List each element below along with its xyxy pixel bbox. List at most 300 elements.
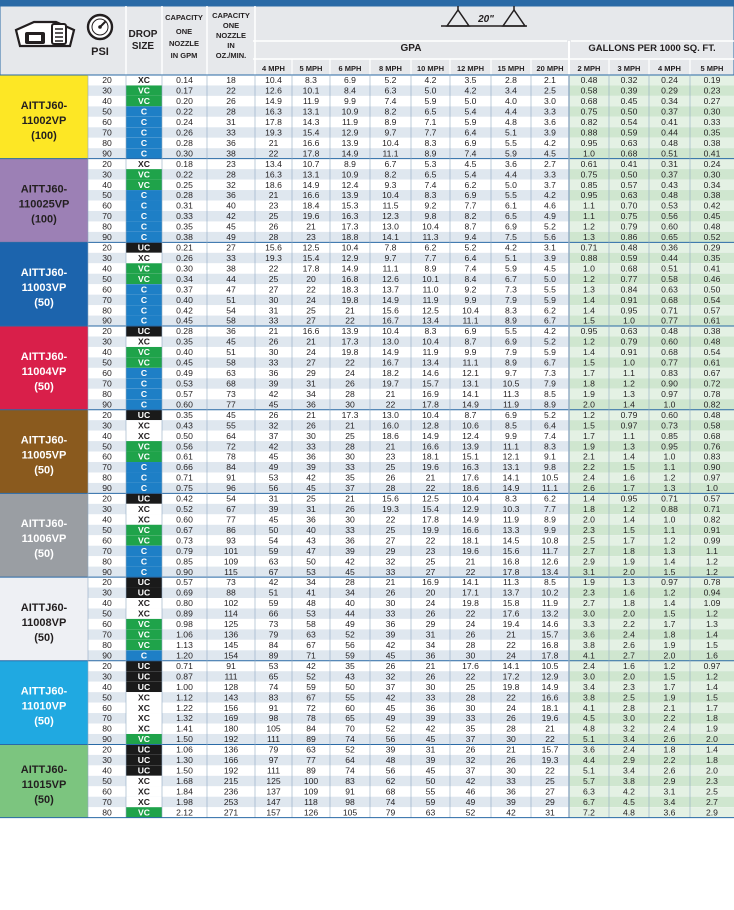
drop-size-cell: UC [137, 744, 151, 755]
table-cell: 6.9 [344, 75, 356, 86]
drop-size-cell: XC [138, 692, 150, 703]
table-cell: 50 [102, 441, 112, 452]
table-cell: 60 [102, 284, 112, 295]
table-cell: 35 [345, 660, 355, 671]
drop-size-cell: XC [138, 75, 150, 86]
table-cell: 8.3 [424, 190, 437, 201]
table-cell: 15.7 [422, 378, 439, 389]
table-cell: 1.84 [176, 786, 193, 797]
table-cell: 39 [385, 744, 396, 755]
table-cell: 17.3 [341, 221, 359, 232]
table-cell: 33 [465, 713, 476, 724]
table-cell: 1.6 [623, 587, 635, 598]
table-cell: 98 [345, 796, 355, 807]
table-cell: 1.9 [623, 556, 635, 567]
table-cell: 11.1 [382, 148, 399, 159]
table-cell: 54 [226, 305, 236, 316]
table-cell: 31 [425, 744, 436, 755]
table-cell: 1.5 [623, 524, 635, 535]
table-cell: 8.9 [544, 514, 556, 525]
table-cell: 1.8 [706, 755, 718, 766]
table-cell: 21 [506, 744, 516, 755]
table-cell: 1.12 [176, 692, 193, 703]
table-cell: 56 [385, 734, 396, 745]
table-cell: 8.2 [384, 106, 397, 117]
drop-size-cell: XC [138, 420, 150, 431]
drop-size-cell: XC [138, 786, 150, 797]
table-cell: 14.9 [502, 483, 520, 494]
table-cell: 7.4 [424, 179, 437, 190]
table-cell: 6.9 [505, 221, 517, 232]
table-cell: 114 [224, 608, 238, 619]
table-cell: 26 [506, 713, 516, 724]
table-cell: 1.00 [176, 681, 193, 692]
table-cell: 8.4 [344, 85, 356, 96]
table-cell: 0.61 [703, 315, 721, 326]
table-cell: 2.0 [706, 765, 718, 776]
table-cell: 2.7 [583, 545, 595, 556]
table-cell: 22 [506, 640, 516, 650]
table-cell: 0.89 [176, 608, 193, 619]
table-cell: 40 [102, 681, 112, 692]
table-cell: 0.58 [580, 85, 598, 96]
table-cell: 1.3 [623, 441, 635, 452]
table-cell: 36 [226, 326, 236, 337]
table-cell: 5.4 [464, 106, 477, 117]
table-cell: 5.1 [583, 765, 595, 776]
table-cell: 102 [223, 598, 239, 609]
table-cell: 4.2 [544, 137, 556, 148]
table-cell: 136 [223, 629, 239, 640]
table-cell: 16.0 [382, 420, 399, 431]
table-cell: 41 [306, 587, 316, 598]
table-cell: 0.97 [703, 472, 721, 483]
drop-size-cell: VC [138, 734, 150, 745]
table-cell: 91 [226, 472, 236, 483]
table-cell: 1.9 [583, 577, 595, 588]
table-cell: 2.0 [706, 734, 718, 745]
table-cell: 12.9 [341, 252, 359, 263]
table-cell: 14.3 [302, 117, 320, 127]
table-cell: 30 [345, 451, 355, 462]
table-cell: 2.0 [583, 514, 595, 525]
table-cell: 7.5 [505, 232, 517, 243]
table-cell: 11.1 [382, 263, 399, 274]
table-cell: 6.5 [424, 169, 437, 180]
table-cell: 45 [385, 702, 396, 713]
table-cell: 6.9 [464, 137, 477, 148]
table-cell: 51 [226, 294, 236, 305]
table-cell: 18.2 [382, 368, 399, 379]
table-cell: 8.9 [424, 148, 437, 159]
table-cell: 1.4 [623, 399, 635, 410]
table-cell: 30 [102, 420, 112, 431]
speed-header-12-mph: 12 MPH [456, 64, 485, 73]
nozzle-model-label: 11003VP [21, 282, 67, 295]
table-cell: 0.45 [703, 211, 721, 222]
capacity-oz-header-line1: CAPACITY [212, 11, 250, 20]
table-cell: 36 [425, 650, 436, 661]
table-cell: 0.30 [176, 148, 193, 159]
table-cell: 1.5 [583, 357, 595, 368]
table-cell: 26 [506, 755, 516, 766]
table-cell: 40 [102, 765, 112, 776]
table-cell: 0.79 [176, 545, 193, 556]
table-cell: 2.6 [583, 483, 595, 494]
table-cell: 50 [345, 681, 355, 692]
table-cell: 0.61 [580, 158, 598, 169]
table-cell: 2.6 [623, 640, 635, 650]
table-cell: 30 [506, 765, 516, 776]
table-cell: 1.0 [623, 315, 635, 326]
nozzle-model-label: AITTJ60- [20, 350, 68, 363]
table-cell: 20 [102, 577, 112, 588]
table-cell: 0.63 [620, 326, 638, 337]
table-cell: 73 [268, 619, 279, 630]
table-cell: 0.71 [580, 242, 598, 253]
table-cell: 1.8 [623, 598, 635, 609]
table-cell: 166 [223, 755, 239, 766]
table-cell: 0.35 [176, 221, 193, 232]
table-cell: 1.8 [623, 545, 635, 556]
table-cell: 0.75 [580, 169, 598, 180]
table-cell: 45 [268, 399, 279, 410]
table-cell: 45 [226, 336, 236, 347]
table-cell: 14.9 [341, 148, 359, 159]
table-cell: 0.50 [703, 284, 721, 295]
table-cell: 0.82 [580, 117, 598, 127]
table-cell: 6.4 [464, 252, 477, 263]
table-cell: 7.1 [424, 117, 437, 127]
table-cell: 2.9 [583, 556, 595, 567]
table-cell: 1.0 [663, 399, 676, 410]
table-cell: 30 [385, 598, 396, 609]
nozzle-model-label: (100) [31, 213, 57, 226]
table-cell: 3.8 [583, 640, 595, 650]
table-cell: 22 [465, 566, 476, 577]
table-cell: 0.41 [620, 158, 638, 169]
table-cell: 21 [345, 493, 355, 504]
table-cell: 137 [266, 786, 281, 797]
table-cell: 0.80 [176, 598, 193, 609]
table-cell: 73 [226, 388, 236, 399]
table-cell: 24 [306, 294, 316, 305]
table-cell: 32 [268, 420, 279, 431]
table-cell: 0.63 [661, 284, 678, 295]
table-cell: 0.59 [620, 127, 638, 138]
table-cell: 12.9 [341, 127, 359, 138]
table-cell: 42 [268, 577, 279, 588]
table-cell: 52 [306, 671, 316, 682]
table-cell: 49 [385, 713, 396, 724]
table-cell: 52 [345, 744, 355, 755]
table-cell: 1.7 [623, 483, 635, 494]
drop-size-cell: C [140, 483, 148, 494]
table-cell: 0.23 [703, 85, 721, 96]
table-cell: 21 [425, 660, 436, 671]
table-cell: 38 [226, 148, 236, 159]
table-cell: 3.2 [623, 723, 635, 734]
table-cell: 10.4 [265, 75, 282, 86]
table-cell: 0.33 [176, 211, 193, 222]
table-cell: 14.9 [302, 179, 320, 190]
table-cell: 9.7 [384, 252, 397, 263]
table-cell: 0.49 [176, 368, 193, 379]
table-cell: 3.9 [544, 252, 556, 263]
table-cell: 12.8 [422, 420, 439, 431]
table-cell: 1.3 [583, 232, 595, 243]
table-cell: 47 [226, 284, 236, 295]
table-cell: 1.2 [583, 409, 595, 420]
table-cell: 1.50 [176, 765, 193, 776]
table-cell: 13.9 [341, 190, 359, 201]
table-cell: 74 [268, 681, 279, 692]
drop-size-cell: C [140, 305, 148, 316]
table-cell: 1.5 [583, 315, 595, 326]
table-cell: 33 [345, 524, 355, 535]
table-cell: 0.30 [703, 106, 721, 117]
table-cell: 0.14 [176, 75, 193, 86]
table-cell: 90 [102, 315, 112, 326]
table-cell: 0.50 [620, 169, 638, 180]
table-cell: 0.95 [620, 305, 638, 316]
table-cell: 0.38 [176, 232, 193, 243]
drop-size-cell: UC [137, 765, 151, 776]
table-cell: 28 [385, 483, 396, 494]
table-cell: 26 [385, 660, 396, 671]
table-cell: 25 [425, 556, 436, 567]
table-cell: 0.31 [661, 158, 678, 169]
table-cell: 42 [465, 775, 476, 786]
table-cell: 36 [506, 786, 516, 797]
table-cell: 74 [385, 796, 396, 807]
drop-size-cell: XC [138, 430, 150, 441]
table-cell: 13.9 [462, 441, 479, 452]
table-cell: 17.6 [502, 608, 520, 619]
table-cell: 6.5 [505, 211, 517, 222]
drop-size-cell: VC [138, 263, 150, 274]
table-cell: 1.68 [176, 775, 193, 786]
table-cell: 0.90 [176, 566, 193, 577]
table-cell: 19.7 [382, 378, 399, 389]
table-cell: 27 [226, 242, 236, 253]
table-cell: 1.2 [583, 221, 595, 232]
table-cell: 64 [345, 755, 355, 766]
table-cell: 5.5 [505, 137, 517, 148]
table-cell: 0.25 [176, 179, 193, 190]
table-cell: 115 [224, 566, 238, 577]
table-cell: 15.4 [422, 504, 439, 515]
table-cell: 9.3 [384, 179, 397, 190]
table-cell: 37 [268, 430, 279, 441]
table-cell: 39 [306, 462, 316, 473]
table-cell: 17.3 [341, 409, 359, 420]
table-cell: 51 [226, 347, 236, 358]
drop-size-cell: UC [137, 242, 151, 253]
table-cell: 40 [102, 430, 112, 441]
table-cell: 1.7 [583, 368, 595, 379]
table-cell: 36 [306, 399, 316, 410]
table-cell: 215 [223, 775, 239, 786]
table-cell: 31 [306, 504, 316, 515]
table-cell: 45 [226, 409, 236, 420]
table-cell: 8.3 [505, 493, 517, 504]
table-cell: 4.2 [505, 242, 517, 253]
table-cell: 4.4 [505, 169, 517, 180]
table-cell: 13.9 [341, 137, 359, 148]
table-cell: 32 [465, 755, 476, 766]
table-cell: 154 [223, 650, 239, 661]
table-cell: 50 [102, 524, 112, 535]
table-cell: 70 [102, 378, 112, 389]
table-cell: 0.83 [661, 368, 678, 379]
table-cell: 3.0 [583, 671, 595, 682]
table-cell: 14.9 [341, 263, 359, 274]
table-cell: 2.2 [623, 619, 635, 630]
capacity-gpm-header-line4: IN GPM [170, 51, 198, 60]
table-cell: 17.2 [502, 671, 520, 682]
table-cell: 0.95 [661, 441, 678, 452]
table-cell: 1.09 [703, 598, 721, 609]
table-cell: 1.2 [706, 556, 718, 567]
table-cell: 1.2 [623, 504, 635, 515]
table-cell: 2.1 [583, 451, 595, 462]
table-cell: 33 [425, 692, 436, 703]
table-cell: 0.61 [703, 357, 721, 368]
table-cell: 80 [102, 640, 112, 650]
table-cell: 10.4 [462, 305, 479, 316]
table-cell: 9.9 [464, 347, 477, 358]
table-cell: 16.8 [502, 556, 520, 567]
table-cell: 0.50 [176, 430, 193, 441]
table-cell: 0.32 [620, 75, 638, 86]
table-cell: 42 [226, 211, 236, 222]
table-cell: 29 [425, 619, 436, 630]
table-cell: 2.5 [623, 692, 635, 703]
table-cell: 0.24 [661, 75, 678, 86]
table-cell: 16.7 [382, 357, 399, 368]
table-cell: 26 [465, 744, 476, 755]
table-cell: 33 [506, 775, 516, 786]
table-cell: 91 [226, 660, 236, 671]
nozzle-model-label: AITTJ60- [20, 764, 68, 777]
table-cell: 1.6 [623, 660, 635, 671]
table-cell: 48 [306, 598, 316, 609]
capacity-oz-header-line2: ONE [222, 21, 240, 30]
table-cell: 65 [345, 713, 355, 724]
table-cell: 0.90 [703, 462, 721, 473]
table-cell: 2.8 [505, 75, 517, 86]
table-cell: 3.4 [663, 796, 676, 807]
speed-header-20-mph: 20 MPH [536, 64, 564, 73]
table-cell: 2.5 [544, 85, 556, 96]
table-cell: 0.95 [580, 326, 598, 337]
table-cell: 0.45 [176, 315, 193, 326]
table-cell: 3.1 [544, 242, 556, 253]
table-cell: 25 [345, 430, 355, 441]
table-cell: 10.4 [422, 409, 439, 420]
table-cell: 21 [306, 221, 316, 232]
table-cell: 6.9 [505, 409, 517, 420]
table-cell: 0.48 [661, 326, 678, 337]
table-cell: 0.29 [661, 85, 678, 96]
table-cell: 12.4 [462, 430, 479, 441]
table-cell: 8.3 [544, 441, 556, 452]
drop-size-cell: C [140, 472, 148, 483]
table-cell: 8.3 [305, 75, 317, 86]
table-cell: 0.87 [176, 671, 193, 682]
table-cell: 1.0 [583, 148, 595, 159]
table-cell: 1.1 [663, 524, 676, 535]
table-cell: 58 [306, 619, 316, 630]
table-cell: 4.2 [623, 786, 635, 797]
table-cell: 9.9 [344, 96, 356, 107]
table-cell: 53 [268, 660, 279, 671]
table-cell: 0.26 [176, 252, 193, 263]
table-cell: 2.3 [623, 681, 635, 692]
table-cell: 33 [345, 462, 355, 473]
table-cell: 10.5 [502, 378, 520, 389]
drop-size-cell: C [140, 117, 148, 127]
table-cell: 0.73 [661, 420, 678, 431]
table-cell: 145 [223, 640, 239, 650]
table-cell: 253 [223, 796, 239, 807]
table-cell: 45 [268, 451, 279, 462]
table-cell: 17.1 [462, 587, 479, 598]
table-cell: 60 [345, 702, 355, 713]
table-cell: 21 [345, 420, 355, 431]
table-cell: 39 [425, 755, 436, 766]
table-cell: 0.71 [176, 660, 193, 671]
table-cell: 6.3 [583, 786, 595, 797]
table-cell: 1.4 [706, 629, 718, 640]
drop-size-cell: VC [138, 807, 150, 818]
table-cell: 5.9 [544, 294, 556, 305]
capacity-oz-header-line3: NOZZLE [216, 31, 246, 40]
table-cell: 7.2 [583, 807, 595, 818]
table-cell: 0.54 [703, 347, 721, 358]
table-cell: 0.28 [176, 190, 193, 201]
table-cell: 4.6 [544, 200, 556, 211]
drop-size-cell: C [140, 294, 148, 305]
table-cell: 24 [425, 598, 436, 609]
table-cell: 0.40 [176, 347, 193, 358]
table-cell: 45 [385, 650, 396, 661]
table-cell: 8.9 [505, 315, 517, 326]
table-cell: 0.53 [661, 200, 678, 211]
table-cell: 93 [226, 535, 236, 546]
table-cell: 42 [506, 807, 516, 818]
table-cell: 90 [102, 566, 112, 577]
table-cell: 12.6 [541, 556, 559, 567]
table-cell: 42 [345, 556, 355, 567]
psi-header: PSI [91, 46, 109, 58]
table-cell: 2.4 [623, 744, 635, 755]
table-cell: 6.1 [505, 200, 517, 211]
drop-size-header-line2: SIZE [131, 41, 155, 52]
table-cell: 5.9 [424, 96, 437, 107]
table-cell: 14.9 [462, 514, 479, 525]
table-cell: 0.48 [661, 137, 678, 148]
capacity-gpm-header-line1: CAPACITY [165, 13, 203, 22]
table-cell: 63 [306, 629, 316, 640]
table-cell: 6.5 [424, 106, 437, 117]
table-cell: 16.6 [302, 137, 320, 148]
table-cell: 0.88 [580, 127, 598, 138]
table-cell: 0.68 [580, 96, 598, 107]
table-cell: 11.9 [422, 347, 439, 358]
table-cell: 2.5 [706, 786, 718, 797]
